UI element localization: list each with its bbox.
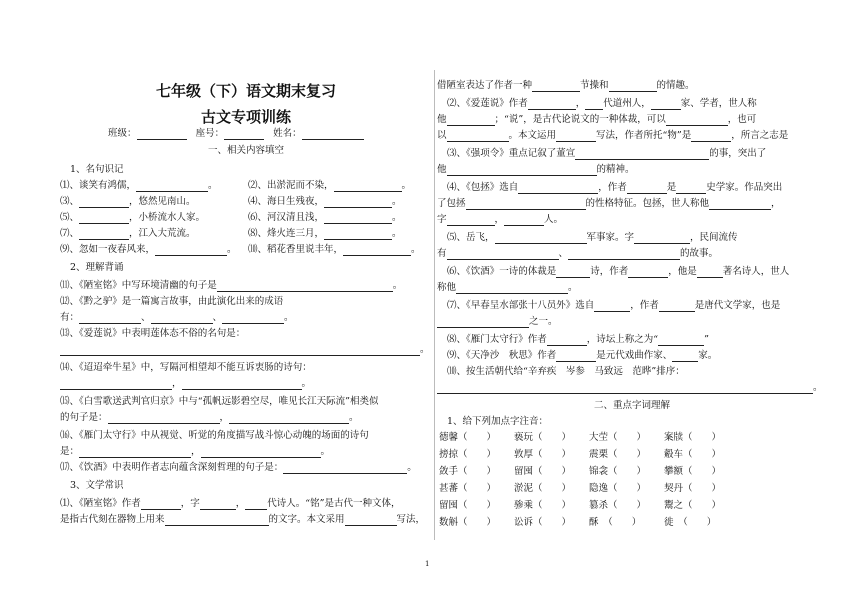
answer-blank[interactable] [283,463,407,474]
answer-blank[interactable] [556,351,596,362]
question-line: ⑼、《天净沙 秋思》作者 是元代戏曲作家、 家。 [447,350,718,361]
pinyin-item[interactable]: 数斛（ ） [439,517,497,528]
question-line: ⑹、《饮酒》一诗的体裁是 诗，作者 ，他是 著名诗人，世人 [447,266,790,277]
pinyin-item[interactable]: 骖乘（ ） [514,500,572,511]
pinyin-item[interactable]: 甚蕃（ ） [439,483,497,494]
question-line: ⑶、 ，悠然见南山。 [60,196,196,207]
answer-line: ， 。 [60,378,311,390]
question-line: ⑾、《陋室铭》中写环境清幽的句子是 。 [60,280,403,291]
question-line: ⑻、烽火连三月， 。 [248,228,402,239]
answer-blank[interactable] [504,215,544,226]
question-line: ⑺、 ，江入大荒流。 [60,228,196,239]
question-line: ⑶、《强项令》重点记叙了董宣 的事，突出了 [447,148,767,159]
answer-blank[interactable] [585,99,603,110]
answer-blank[interactable] [666,115,728,126]
answer-blank[interactable] [709,199,771,210]
class-label: 班级： [108,128,137,139]
answer-blank[interactable] [556,267,590,278]
question-line: ⑵、出淤泥而不染， 。 [248,180,412,191]
seat-label: 座号： [195,128,225,139]
answer-blank[interactable] [79,313,141,324]
class-field[interactable] [137,129,187,140]
answer-blank[interactable] [628,267,668,278]
answer-blank[interactable] [697,267,723,278]
answer-blank[interactable] [141,499,181,510]
answer-blank[interactable] [343,245,411,256]
pinyin-item[interactable]: 徙 （ ） [664,517,717,528]
answer-blank[interactable] [165,515,269,526]
answer-blank[interactable] [201,447,321,458]
name-label: 姓名： [273,128,302,139]
pinyin-item[interactable]: 锦衾（ ） [589,466,647,477]
answer-blank[interactable] [217,281,393,292]
question-line: ⑴、谈笑有鸿儒， 。 [60,180,218,191]
answer-blank[interactable] [200,499,236,510]
pinyin-item[interactable]: 搒掠（ ） [439,449,497,460]
answer-blank[interactable] [659,301,695,312]
answer-blank[interactable] [495,233,587,244]
answer-blank[interactable] [324,213,392,224]
answer-blank[interactable] [528,99,576,110]
answer-blank[interactable] [79,213,129,224]
answer-blank[interactable] [79,197,129,208]
answer-blank[interactable] [568,249,680,260]
answer-blank[interactable] [182,379,302,390]
question-line: 的句子是： ， 。 [60,412,359,423]
answer-blank[interactable] [466,199,586,210]
answer-blank[interactable] [108,413,220,424]
question-line: ⑽、稻花香里说丰年， 。 [248,244,421,255]
pinyin-item[interactable]: 酥 （ ） [589,517,642,528]
pinyin-item[interactable]: 德馨（ ） [439,432,497,443]
answer-blank[interactable] [627,183,667,194]
question-line: ⒄、《饮酒》中表明作者志向蕴含深刻哲理的句子是： 。 [60,462,417,473]
question-line: 是指古代刻在器物上用来 的文字。本文采用 写法， [60,514,426,525]
pinyin-item[interactable]: 鬻之（ ） [664,500,722,511]
column-divider [434,70,435,540]
answer-blank[interactable] [672,351,698,362]
part-heading: 2、理解背诵 [70,262,124,273]
question-line: 有 、 的故事。 [437,248,719,259]
answer-blank[interactable] [532,81,580,92]
question-line: 是： ， 。 [60,446,331,457]
question-line: 了包拯 的性格特征。包拯，世人称他 ， [437,198,781,209]
question-line: ⑼、忽如一夜春风来， 。 [60,244,237,255]
pinyin-item[interactable]: 亵玩（ ） [514,432,572,443]
pinyin-item[interactable]: 淤泥（ ） [514,483,572,494]
answer-blank[interactable] [447,131,509,142]
question-line: ⑻、《雁门太守行》作者 ，诗坛上称之为“ ” [447,334,709,345]
answer-blank[interactable] [575,149,709,160]
answer-blank[interactable] [691,131,731,142]
question-line: ⑵、《爱莲说》作者 ， 代道州人， 家、学者，世人称 [447,98,757,109]
answer-blank[interactable] [676,183,706,194]
student-info [108,128,364,140]
question-line: ⑷、《包拯》选自 ，作者 是 史学家。作品突出 [447,182,783,193]
question-line: ⑸、 ，小桥流水人家。 [60,212,206,223]
answer-blank[interactable] [447,215,495,226]
answer-blank[interactable] [60,345,420,356]
pinyin-item[interactable]: 留囤（ ） [514,466,572,477]
question-line: ⒃、《雁门太守行》中从视觉、听觉的角度描写战斗惊心动魄的场面的诗句 [60,430,369,441]
answer-line: 。 [437,382,823,394]
answer-blank[interactable] [437,383,813,394]
answer-blank[interactable] [155,245,227,256]
pinyin-item[interactable]: 契丹（ ） [664,483,722,494]
question-line: ⑿、《黔之驴》是一篇寓言故事，由此演化出来的成语 [60,296,284,307]
part-heading: 1、给下列加点字注音： [447,416,549,427]
page-subtitle: 古文专项训练 [200,108,291,126]
answer-line: 。 [60,344,430,356]
pinyin-item[interactable]: 篡杀（ ） [589,500,647,511]
question-line: ⑸、岳飞， 军事家。字 ，民间流传 [447,232,738,243]
pinyin-item[interactable]: 案牍（ ） [664,432,722,443]
answer-blank[interactable] [651,99,681,110]
answer-blank[interactable] [229,413,349,424]
pinyin-item[interactable]: 隐逸（ ） [589,483,647,494]
question-line: ⒁、《迢迢牵牛星》中，写隔河相望却不能互诉衷肠的诗句： [60,362,312,373]
answer-blank[interactable] [456,283,568,294]
question-line: ⑺、《早春呈水部张十八员外》选自 ，作者 是唐代文学家，也是 [447,300,781,311]
answer-blank[interactable] [334,181,402,192]
section-heading: 一、相关内容填空 [207,145,284,156]
pinyin-item[interactable]: 留囤（ ） [439,500,497,511]
question-line: 以 。本文运用 写法，作者所托“物”是 ，所言之志是 [437,130,789,141]
question-line: 有： 、 、 。 [60,312,294,323]
answer-blank[interactable] [79,447,191,458]
answer-blank[interactable] [547,335,587,346]
pinyin-item[interactable]: 震栗（ ） [589,449,647,460]
question-line: ⑹、河汉清且浅， 。 [248,212,402,223]
answer-blank[interactable] [634,233,690,244]
answer-blank[interactable] [345,515,397,526]
answer-blank[interactable] [136,181,208,192]
part-heading: 1、名句识记 [70,164,124,175]
question-line: ⑷、海日生残夜， 。 [248,196,402,207]
pinyin-item[interactable]: 敛手（ ） [439,466,497,477]
question-line: 字 ， 人。 [437,214,564,225]
answer-blank[interactable] [447,165,597,176]
answer-blank[interactable] [556,131,596,142]
seat-field[interactable] [224,129,264,140]
question-line: ⑽、按生活朝代给“辛弃疾 岑参 马致远 范晔”排序： [447,366,685,377]
answer-blank[interactable] [151,313,213,324]
answer-blank[interactable] [447,249,559,260]
answer-blank[interactable] [324,197,392,208]
section-heading: 二、重点字词理解 [593,400,670,411]
answer-blank[interactable] [79,229,129,240]
page-title: 七年级（下）语文期末复习 [155,82,336,100]
question-line: ⒀、《爱莲说》中表明莲体态不俗的名句是： [60,328,246,339]
question-line: 借陋室表达了作者一种 节操和 的情趣。 [437,80,695,91]
answer-blank[interactable] [245,499,267,510]
question-line: 他 ；“说”，是古代论说文的一种体裁，可以 ，也可 [437,114,757,125]
answer-blank[interactable] [658,335,704,346]
answer-blank[interactable] [437,317,529,328]
pinyin-item[interactable]: 敦厚（ ） [514,449,572,460]
answer-blank[interactable] [594,301,630,312]
answer-blank[interactable] [447,115,495,126]
part-heading: 3、文学常识 [70,480,124,491]
answer-blank[interactable] [518,183,598,194]
answer-blank[interactable] [609,81,657,92]
question-line: 称他 。 [437,282,578,293]
page-number: 1 [425,560,430,568]
answer-blank[interactable] [324,229,392,240]
question-line: ⑴、《陋室铭》作者 ，字 ， 代诗人。“铭”是古代一种文体， [60,498,401,509]
question-line: 他 的精神。 [437,164,635,175]
answer-blank[interactable] [222,313,284,324]
name-field[interactable] [302,129,364,140]
question-line: ⒂、《白雪歌送武判官归京》中与“孤帆远影碧空尽，唯见长江天际流”相类似 [60,396,379,407]
pinyin-item[interactable]: 觳车（ ） [664,449,722,460]
pinyin-item[interactable]: 讼诉（ ） [514,517,572,528]
question-line: 之一。 [437,316,558,328]
pinyin-item[interactable]: 大茔（ ） [589,432,647,443]
answer-blank[interactable] [60,379,172,390]
pinyin-item[interactable]: 攀额（ ） [664,466,722,477]
